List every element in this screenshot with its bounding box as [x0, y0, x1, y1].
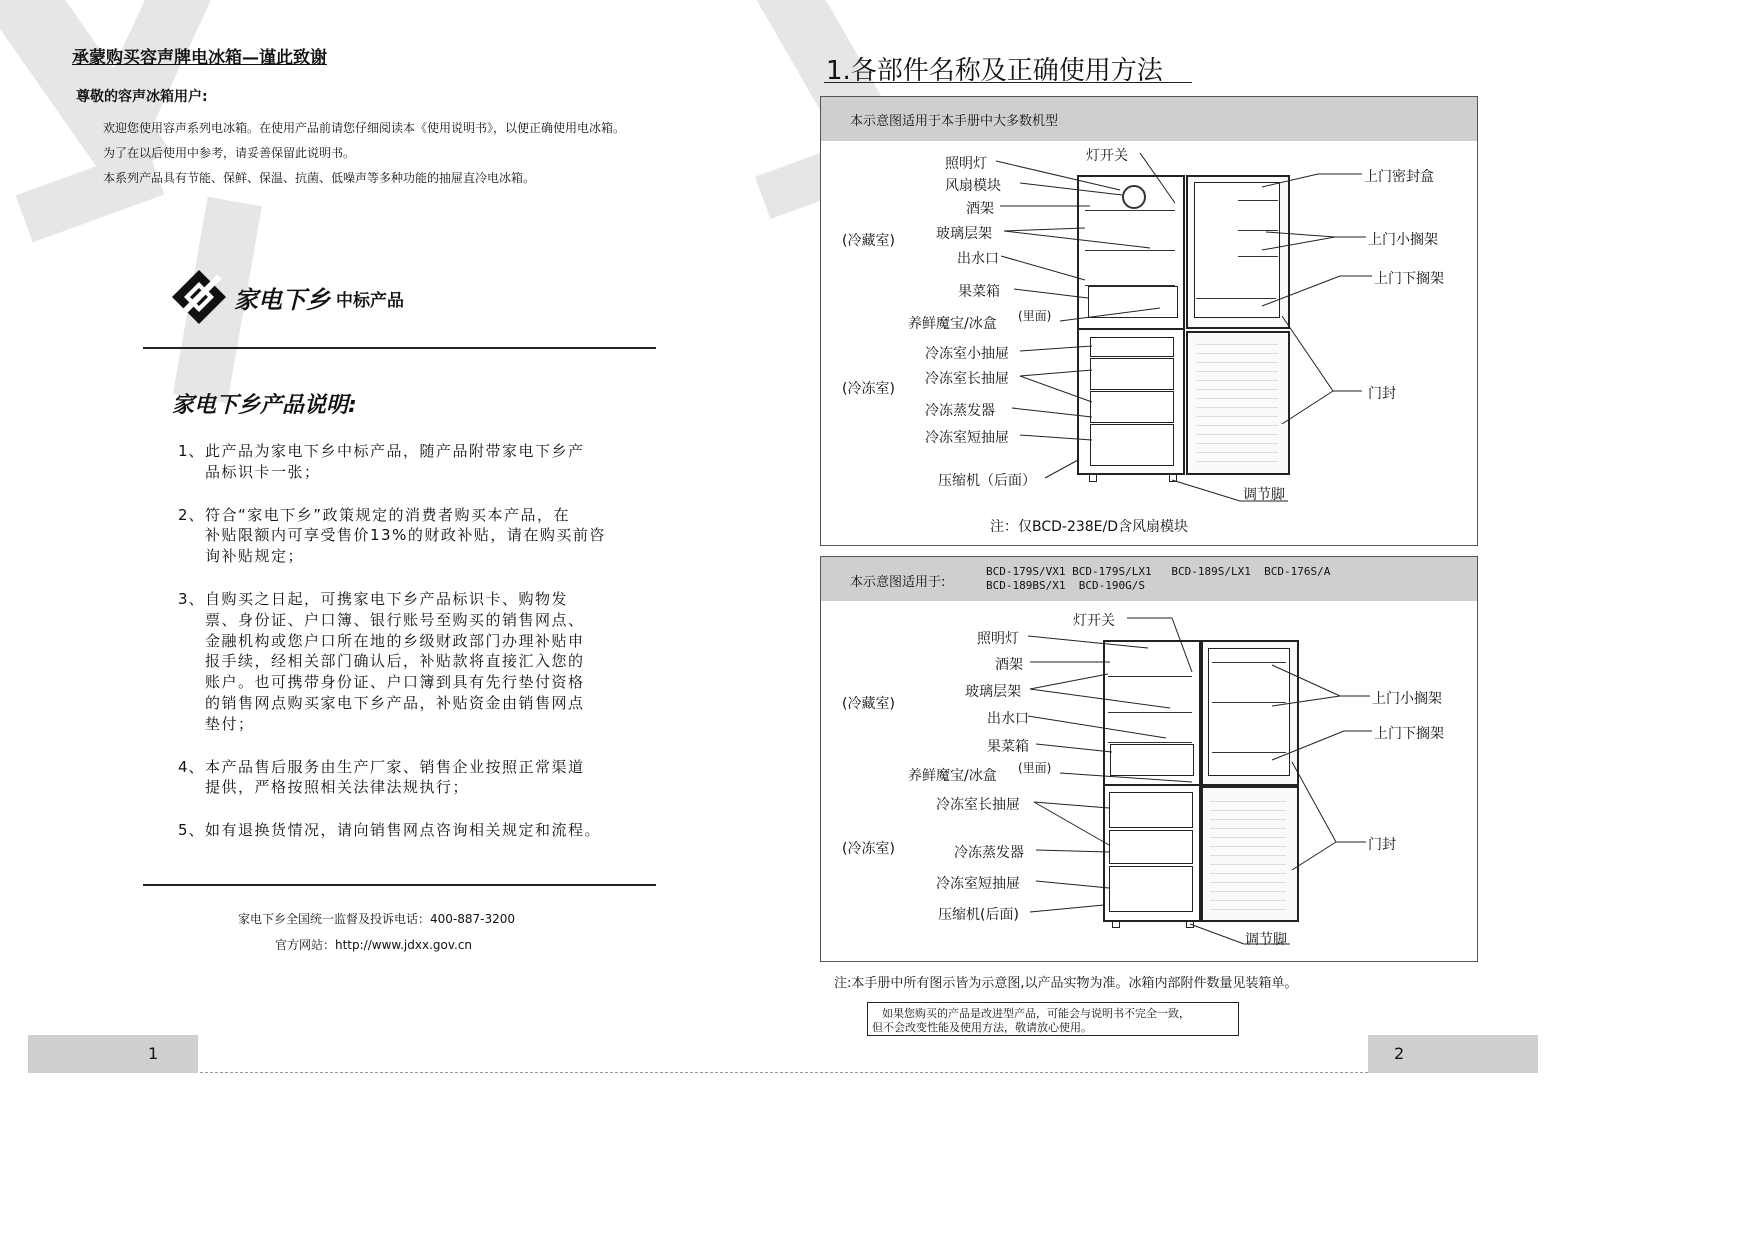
list-item-number: 1、: [178, 442, 205, 460]
part-label: 冷冻蒸发器: [954, 845, 1024, 861]
part-label: 调节脚: [1243, 487, 1285, 503]
part-label: 果菜箱: [958, 284, 1000, 300]
part-label: 照明灯: [977, 631, 1019, 647]
zone-label: (冷藏室): [842, 233, 895, 249]
list-item-number: 2、: [178, 505, 205, 524]
list-item-line: 的销售网点购买家电下乡产品，补贴资金由销售网点: [205, 694, 585, 712]
part-label: 灯开关: [1073, 613, 1115, 629]
part-label: 出水口: [987, 711, 1029, 727]
part-label: 养鲜魔宝/冰盒: [908, 768, 997, 784]
diagram1-note: 注：仅BCD-238E/D含风扇模块: [990, 519, 1189, 535]
zone-label: (冷藏室): [842, 696, 895, 712]
notice-line: 如果您购买的产品是改进型产品，可能会与说明书不完全一致，: [882, 1007, 1190, 1020]
part-label: 上门密封盒: [1364, 169, 1434, 185]
list-item-line: 垫付；: [205, 714, 255, 733]
list-item-line: 补贴限额内可享受售价13%的财政补贴，请在购买前咨: [205, 526, 606, 545]
logo-sub: 中标产品: [336, 291, 404, 311]
part-label: 果菜箱: [987, 739, 1029, 755]
page-number: 2: [1394, 1044, 1405, 1063]
list-item-number: 4、: [178, 757, 205, 776]
part-label: 压缩机(后面): [938, 907, 1019, 923]
notice-line: 但不会改变性能及使用方法，敬请放心使用。: [872, 1021, 1092, 1034]
website: 官方网站：http://www.jdxx.gov.cn: [275, 938, 473, 952]
bottom-note: 注:本手册中所有图示皆为示意图,以产品实物为准。冰箱内部附件数量见装箱单。: [834, 976, 1298, 991]
list-item-line: 报手续，经相关部门确认后，补贴款将直接汇入您的: [205, 652, 585, 671]
part-label: 玻璃层架: [965, 684, 1021, 700]
list-item-line: 本产品售后服务由生产厂家、销售企业按照正常渠道: [205, 757, 585, 776]
diagram1-header: 本示意图适用于本手册中大多数机型: [850, 114, 1059, 129]
part-label: 上门下搁架: [1374, 726, 1444, 742]
list-item-line: 自购买之日起，可携家电下乡产品标识卡、购物发: [205, 590, 569, 608]
inside-note: (里面): [1018, 761, 1052, 775]
diagram2-models: BCD-179S/VX1 BCD-179S/LX1 BCD-189S/LX1 BCD-176S/A: [986, 565, 1331, 578]
intro-line: 为了在以后使用中参考，请妥善保留此说明书。: [103, 146, 356, 160]
list-item-number: 5、: [178, 821, 205, 840]
list-item-line: 账户。也可携带身份证、户口簿到具有先行垫付资格: [205, 673, 585, 692]
greeting: 尊敬的容声冰箱用户:: [76, 89, 208, 105]
part-label: 玻璃层架: [936, 226, 992, 242]
part-label: 酒架: [995, 657, 1023, 673]
page-number: 1: [148, 1044, 159, 1063]
list-item-number: 3、: [178, 590, 205, 608]
part-label: 门封: [1368, 386, 1396, 402]
inside-note: (里面): [1018, 309, 1052, 323]
logo-text: 家电下乡: [234, 286, 330, 314]
part-label: 压缩机（后面）: [938, 473, 1036, 489]
part-label: 冷冻蒸发器: [925, 403, 995, 419]
list-item-line: 品标识卡一张；: [205, 462, 321, 481]
part-label: 酒架: [966, 201, 994, 217]
part-label: 冷冻室小抽屉: [925, 346, 1009, 362]
part-label: 冷冻室短抽屉: [925, 430, 1009, 446]
intro-line: 欢迎您使用容声系列电冰箱。在使用产品前请您仔细阅读本《使用说明书》，以便正确使用电冰箱。: [103, 121, 626, 135]
part-label: 上门小搁架: [1372, 691, 1442, 707]
part-label: 冷冻室长抽屉: [936, 797, 1020, 813]
diagram2-models: BCD-189BS/X1 BCD-190G/S: [986, 579, 1145, 592]
part-label: 门封: [1368, 837, 1396, 853]
part-label: 风扇模块: [945, 178, 1001, 194]
intro-line: 本系列产品具有节能、保鲜、保温、抗菌、低噪声等多种功能的抽屉直冷电冰箱。: [103, 171, 536, 185]
part-label: 上门小搁架: [1368, 232, 1438, 248]
part-label: 灯开关: [1086, 148, 1128, 164]
list-item-line: 符合“家电下乡”政策规定的消费者购买本产品，在: [205, 505, 571, 524]
list-item-line: 询补贴规定；: [205, 547, 305, 566]
part-label: 上门下搁架: [1374, 271, 1444, 287]
hotline: 家电下乡全国统一监督及投诉电话：400-887-3200: [238, 912, 516, 926]
part-label: 照明灯: [945, 156, 987, 172]
list-item-line: 此产品为家电下乡中标产品，随产品附带家电下乡产: [205, 442, 585, 460]
header-title: 承蒙购买容声牌电冰箱—谨此致谢: [72, 48, 327, 68]
section-title: 家电下乡产品说明:: [172, 393, 357, 418]
zone-label: (冷冻室): [842, 381, 895, 397]
list-item-line: 金融机构或您户口所在地的乡级财政部门办理补贴申: [205, 631, 585, 650]
page-title: 1.各部件名称及正确使用方法: [826, 56, 1163, 86]
list-item-line: 提供，严格按照相关法律法规执行；: [205, 778, 470, 797]
list-item-line: 如有退换货情况，请向销售网点咨询相关规定和流程。: [205, 821, 602, 840]
part-label: 调节脚: [1245, 932, 1287, 948]
part-label: 养鲜魔宝/冰盒: [908, 316, 997, 332]
list-item-line: 票、身份证、户口簿、银行账号至购买的销售网点、: [205, 610, 585, 629]
zone-label: (冷冻室): [842, 841, 895, 857]
part-label: 出水口: [957, 251, 999, 267]
diagram2-header: 本示意图适用于:: [850, 575, 946, 590]
part-label: 冷冻室短抽屉: [936, 876, 1020, 892]
part-label: 冷冻室长抽屉: [925, 371, 1009, 387]
